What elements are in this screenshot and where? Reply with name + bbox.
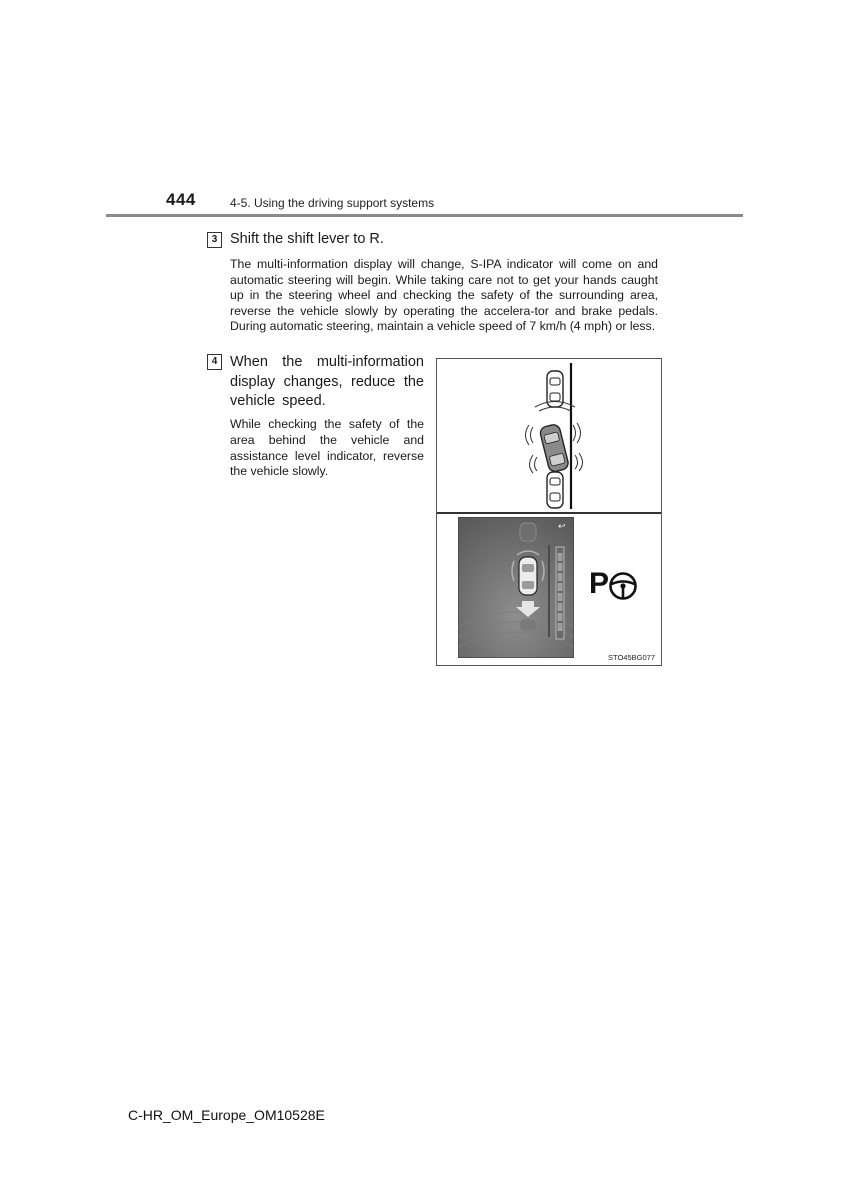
step-4-title: When the multi-information display changes, reduce the vehicle speed. [230,354,424,409]
step-4-number: 4 [207,354,222,370]
step-3-number: 3 [207,232,222,248]
s-ipa-indicator-letter: P [589,567,610,600]
parked-car-rear-icon [547,472,563,508]
section-title: 4-5. Using the driving support systems [230,196,435,210]
multi-info-display [458,517,574,658]
step-4-body: While checking the safety of the area behind the vehicle and assistance level indicator, reverse the vehicle slowly. [230,417,424,479]
own-vehicle-icon [539,423,570,472]
parking-scene-diagram [437,359,661,511]
figure-divider [437,512,661,514]
figure-code: STO45BG077 [608,653,655,662]
svg-text:↩: ↩ [558,522,566,532]
header-rule [106,214,743,217]
parking-illustration [436,358,662,666]
page-number: 444 [166,190,196,209]
steering-wheel-icon [608,571,638,601]
footer-document-id: C-HR_OM_Europe_OM10528E [128,1107,325,1123]
step-3-body [230,257,658,335]
step-3-body-text: The multi-information display will change, S-IPA indicator will come on and automatic steering will begin. While taking care not to get your hands caught up in the steering wheel and checking the safety of the surrounding area, reverse the vehicle slowly by operating the accelera-tor and brake pedals. During automatic steering, maintain a vehicle speed of 7 km/h (4 mph) or less. [230,257,658,334]
step-3-title: Shift the shift lever to R. [230,231,384,247]
